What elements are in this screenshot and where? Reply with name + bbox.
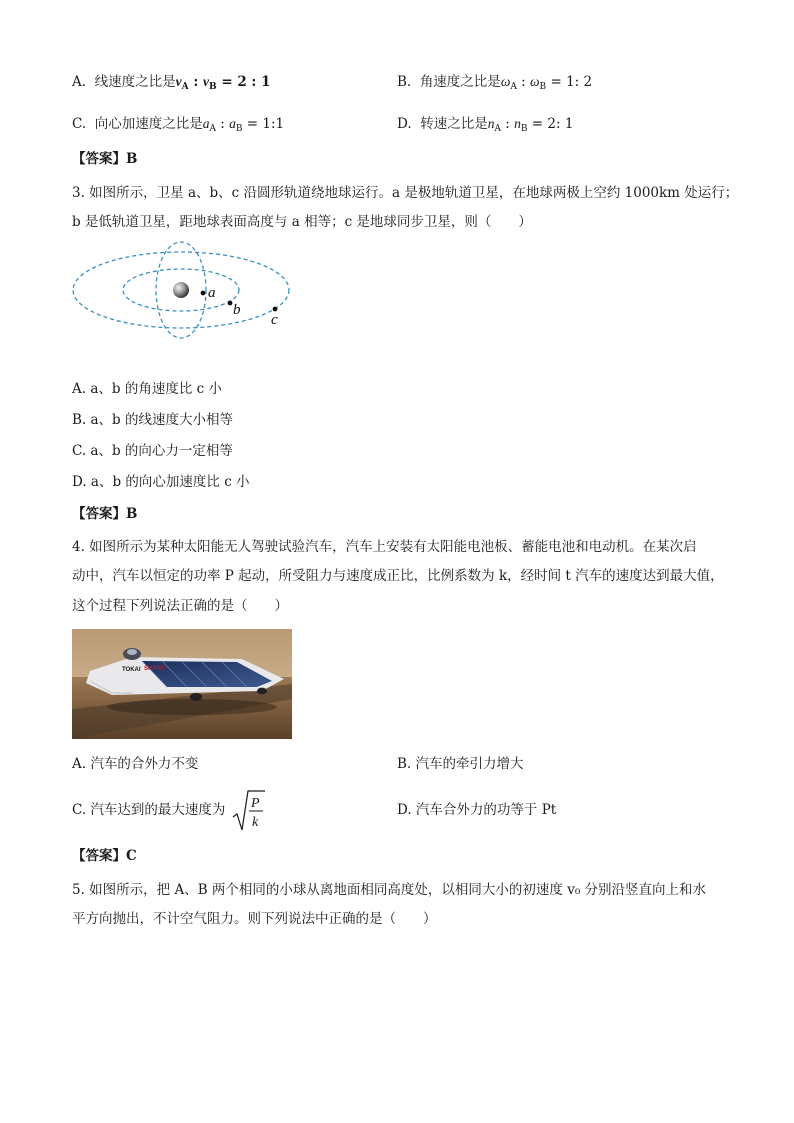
q4-option-a: A. 汽车的合外力不变 bbox=[72, 756, 199, 772]
expr-sub: B bbox=[209, 82, 217, 92]
option-label: B. bbox=[397, 74, 412, 90]
q4-answer: 【答案】C bbox=[72, 848, 137, 864]
q4-stem-line3: 这个过程下列说法正确的是（ ） bbox=[72, 598, 288, 614]
expr-var: n bbox=[487, 116, 495, 131]
satellite-b bbox=[228, 301, 233, 306]
expr-var: n bbox=[514, 116, 521, 131]
expr-sub: A bbox=[510, 82, 517, 92]
q2-option-d: D. 转速之比是$n_A$ : $n_B = 2$: 1 bbox=[397, 116, 574, 134]
satellite-c bbox=[273, 307, 278, 312]
q3-option-c: C. a、b 的向心力一定相等 bbox=[72, 443, 233, 459]
earth-icon bbox=[173, 282, 189, 298]
expr-sub: B bbox=[235, 124, 243, 134]
frac-numerator: P bbox=[251, 796, 260, 811]
expr-sub: A bbox=[494, 124, 501, 134]
expr-sub: B bbox=[539, 82, 547, 92]
frac-denominator: k bbox=[252, 815, 259, 830]
car-label-sharp: SHARP bbox=[144, 666, 166, 672]
q2-option-a: A. 线速度之比是$v_A$ : $v_B = 2$ : 1 bbox=[72, 74, 271, 92]
expr-sub: A bbox=[209, 124, 216, 134]
q2-option-b: B. 角速度之比是$\omega_A$ : $\omega_B = 1$: 2 bbox=[397, 74, 593, 92]
option-text: 线速度之比是 bbox=[94, 74, 176, 90]
expr-value: 1: 2 bbox=[566, 74, 593, 90]
q4-option-c bbox=[72, 800, 225, 820]
q3-stem-line2: b 是低轨道卫星，距地球表面高度与 a 相等；c 是地球同步卫星，则（ ） bbox=[72, 214, 532, 230]
q3-stem-line1: 3. 如图所示，卫星 a、b、c 沿圆形轨道绕地球运行。a 是极地轨道卫星，在地球两极上空约 1000km 处运行； bbox=[72, 185, 739, 201]
expr-sub: A bbox=[181, 82, 189, 92]
q3-option-b: B. a、b 的线速度大小相等 bbox=[72, 412, 233, 428]
label-b: b bbox=[233, 302, 241, 318]
expr-value: 2 : 1 bbox=[237, 74, 271, 90]
car-label-tokai: TOKAI bbox=[122, 667, 141, 673]
orbit-diagram bbox=[70, 236, 300, 346]
option-label: D. bbox=[397, 116, 412, 132]
q4-option-d: D. 汽车合外力的功等于 Pt bbox=[397, 802, 557, 818]
solar-car-photo bbox=[72, 629, 292, 739]
satellite-a bbox=[201, 291, 206, 296]
sqrt-fraction bbox=[231, 789, 267, 833]
q3-answer: 【答案】B bbox=[72, 506, 138, 522]
option-label: A. bbox=[72, 74, 87, 90]
q2-answer: 【答案】B bbox=[72, 151, 138, 167]
q4-stem-line1: 4. 如图所示为某种太阳能无人驾驶试验汽车，汽车上安装有太阳能电池板、蓄能电池和电动机。在某次启 bbox=[72, 539, 697, 555]
option-label: C. bbox=[72, 116, 87, 132]
option-text: 向心加速度之比是 bbox=[94, 116, 203, 132]
q3-option-d: D. a、b 的向心加速度比 c 小 bbox=[72, 474, 250, 490]
expr-var: v bbox=[175, 74, 182, 89]
expr-var: a bbox=[202, 116, 210, 131]
expr-var: ω bbox=[530, 74, 540, 89]
q4-stem-line2: 动中，汽车以恒定的功率 P 起动，所受阻力与速度成正比，比例系数为 k，经时间 t 汽车的速度达到最大值， bbox=[72, 568, 724, 584]
q3-option-a: A. a、b 的角速度比 c 小 bbox=[72, 381, 222, 397]
option-text: C. 汽车达到的最大速度为 bbox=[72, 802, 226, 818]
q2-option-c: C. 向心加速度之比是$a_A$ : $a_B$ = 1:1 bbox=[72, 116, 285, 134]
option-text: 转速之比是 bbox=[420, 116, 488, 132]
expr-var: v bbox=[203, 74, 210, 89]
option-text: 角速度之比是 bbox=[419, 74, 501, 90]
q4-option-b: B. 汽车的牵引力增大 bbox=[397, 756, 524, 772]
q5-stem-line2: 平方向抛出，不计空气阻力。则下列说法中正确的是（ ） bbox=[72, 911, 437, 927]
expr-sub: B bbox=[520, 124, 528, 134]
label-c: c bbox=[271, 312, 278, 328]
expr-var: ω bbox=[500, 74, 511, 89]
expr-value: 2: 1 bbox=[547, 116, 574, 132]
expr-value: 1:1 bbox=[262, 116, 285, 132]
label-a: a bbox=[208, 285, 216, 301]
q5-stem-line1: 5. 如图所示，把 A、B 两个相同的小球从离地面相同高度处，以相同大小的初速度 v₀ 分别沿竖直向上和水 bbox=[72, 882, 707, 898]
expr-var: a bbox=[229, 116, 236, 131]
